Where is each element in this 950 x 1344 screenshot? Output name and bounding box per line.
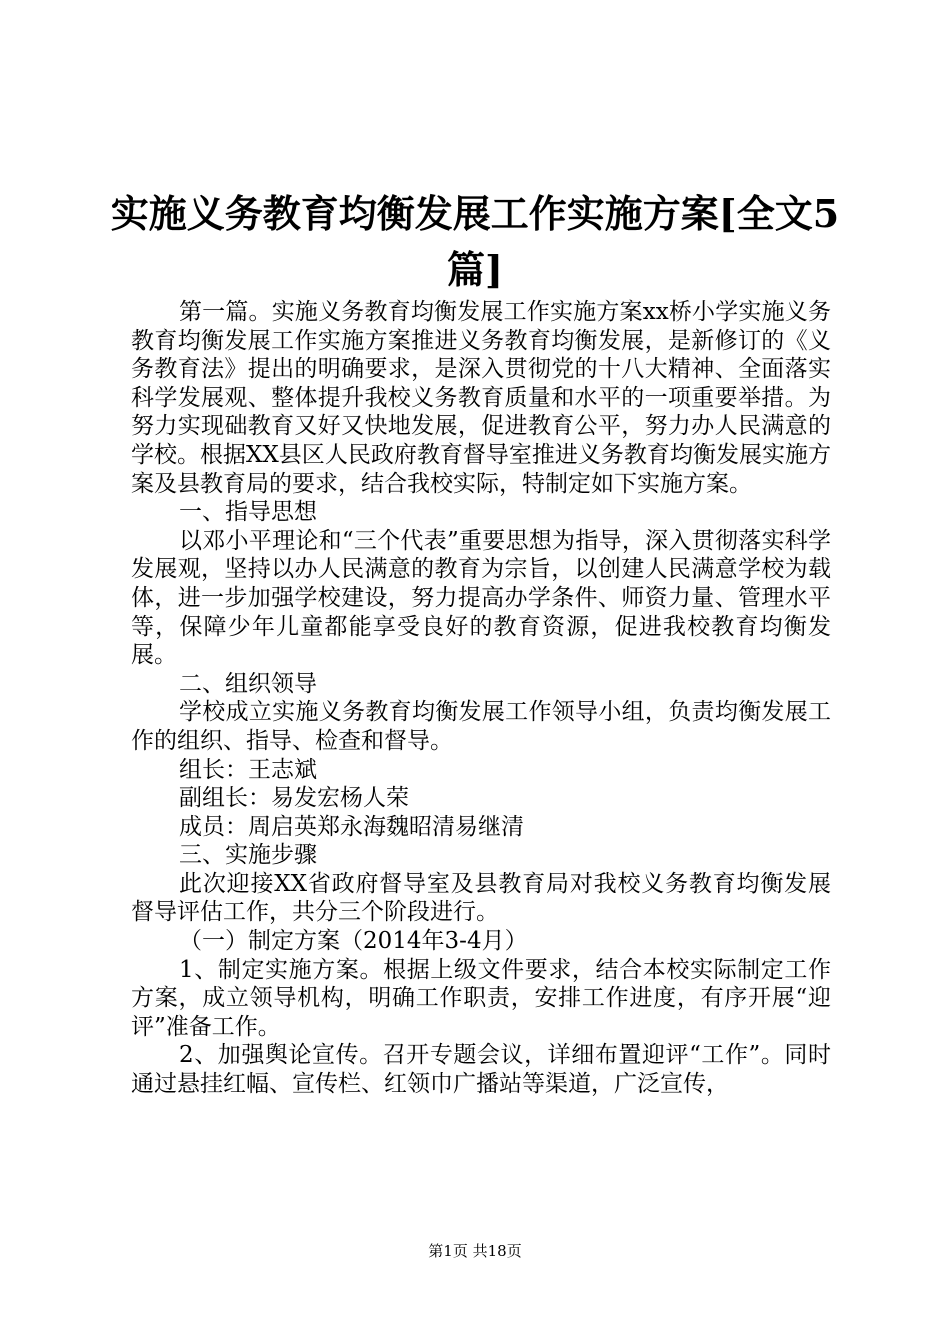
paragraph-leader: 组长：王志斌: [179, 756, 317, 783]
title-line-1: 实施义务教育均衡发展工作实施方案[全文5: [110, 191, 840, 236]
document-title: [100, 186, 850, 298]
paragraph-step-1: 1、制定实施方案。根据上级文件要求，结合本校实际制定工作方案，成立领导机构，明确工作职责，安排工作进度，有序开展“迎评”准备工作。: [131, 956, 831, 1040]
paragraph-implementation-steps: 此次迎接XX省政府督导室及县教育局对我校义务教育均衡发展督导评估工作，共分三个阶段进行。: [131, 870, 831, 926]
heading-implementation-steps: 三、实施步骤: [179, 842, 317, 869]
paragraph-guiding-thought: 以邓小平理论和“三个代表”重要思想为指导，深入贯彻落实科学发展观，坚持以办人民满意的教育为宗旨，以创建人民满意学校为载体，进一步加强学校建设，努力提高办学条件、师资力量、管理水平等，保障少年儿童都能享受良好的教育资源，促进我校教育均衡发展。: [131, 527, 831, 669]
page-footer: 第1页 共18页: [428, 1242, 522, 1260]
heading-guiding-thought: 一、指导思想: [179, 499, 317, 526]
document-body: [131, 298, 831, 1099]
paragraph-intro: 第一篇。实施义务教育均衡发展工作实施方案xx桥小学实施义务教育均衡发展工作实施方案推进义务教育均衡发展，是新修订的《义务教育法》提出的明确要求，是深入贯彻党的十八大精神、全面落实科学发展观、整体提升我校义务教育质量和水平的一项重要举措。为努力实现础教育又好又快地发展，促进教育公平，努力办人民满意的学校。根据XX县区人民政府教育督导室推进义务教育均衡发展实施方案及县教育局的要求，结合我校实际，特制定如下实施方案。: [131, 299, 831, 497]
heading-organization: 二、组织领导: [179, 670, 317, 697]
paragraph-deputy-leader: 副组长：易发宏杨人荣: [179, 785, 409, 812]
paragraph-members: 成员：周启英郑永海魏昭清易继清: [179, 813, 524, 840]
paragraph-organization: 学校成立实施义务教育均衡发展工作领导小组，负责均衡发展工作的组织、指导、检查和督导。: [131, 699, 831, 754]
title-line-2: 篇]: [447, 247, 503, 292]
heading-stage-one: （一）制定方案（2014年3-4月）: [179, 928, 528, 955]
paragraph-step-2: 2、加强舆论宣传。召开专题会议，详细布置迎评“工作”。同时通过悬挂红幅、宣传栏、红领巾广播站等渠道，广泛宣传，: [131, 1042, 831, 1098]
